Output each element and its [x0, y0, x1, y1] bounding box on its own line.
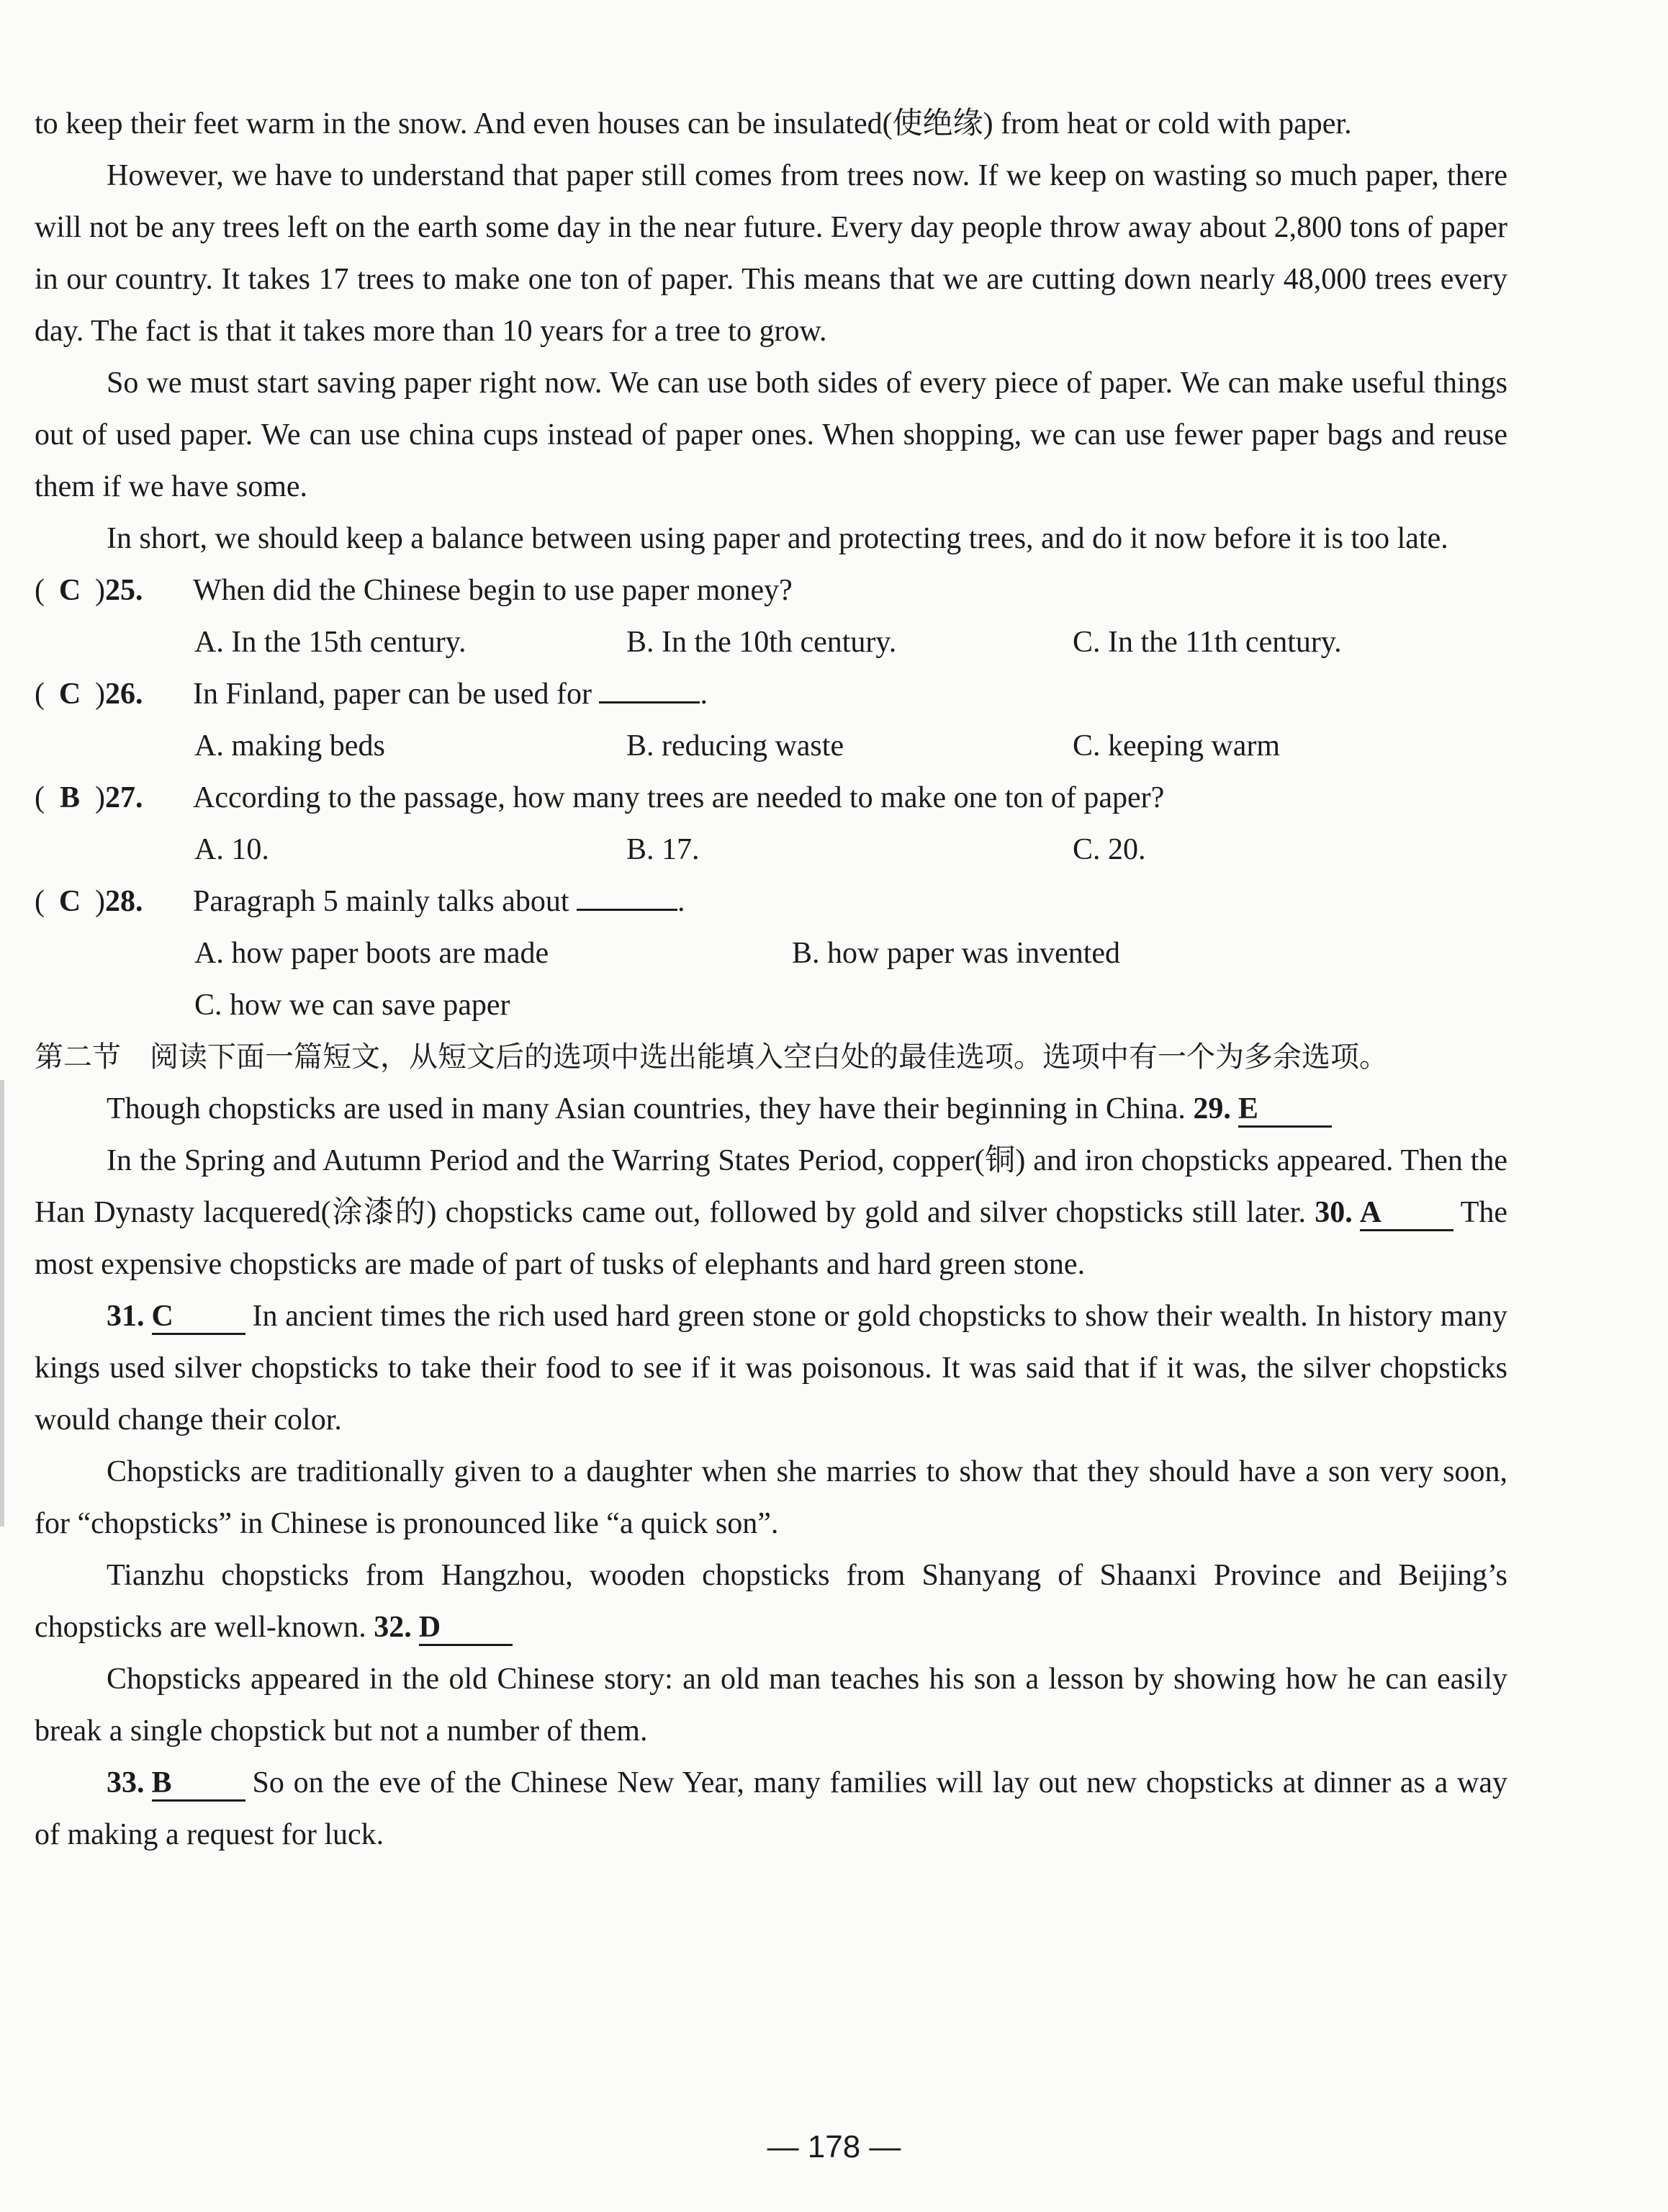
document-page	[35, 98, 1507, 1861]
paragraph-text: Tianzhu chopsticks from Hangzhou, wooden chopsticks from Shanyang of Shaanxi Province and Beijing’s chopsticks are well-known.	[35, 1559, 1507, 1644]
question-27	[35, 772, 1507, 824]
question-28	[35, 876, 1507, 927]
option-b: B. reducing waste	[626, 729, 844, 763]
question-26-options	[35, 720, 1507, 772]
chopsticks-paragraph-7	[35, 1757, 1507, 1861]
option-a: A. making beds	[194, 729, 385, 763]
question-27-options	[35, 824, 1507, 876]
answer-letter: C	[58, 678, 81, 711]
fill-blank	[577, 880, 677, 911]
option-c: C. In the 11th century.	[1073, 626, 1342, 659]
option-b: B. In the 10th century.	[626, 626, 897, 659]
question-25-options	[35, 616, 1507, 668]
chopsticks-paragraph-5	[35, 1550, 1507, 1653]
answer-letter: C	[58, 574, 81, 607]
option-a: A. 10.	[194, 833, 269, 866]
option-c: C. keeping warm	[1073, 729, 1281, 763]
option-c: C. 20.	[1073, 833, 1146, 866]
answer-bracket: ( C )28.	[35, 876, 193, 927]
answer-letter: B	[59, 781, 80, 814]
blank-answer: B	[152, 1766, 245, 1802]
answer-bracket: ( C )25.	[35, 565, 193, 616]
fill-blank	[599, 673, 700, 703]
chopsticks-paragraph-6: Chopsticks appeared in the old Chinese story: an old man teaches his son a lesson by showing how he can easily break a single chopstick but not a number of them.	[35, 1663, 1507, 1748]
question-28-options	[35, 927, 1507, 979]
passage-paragraph-1-continued: to keep their feet warm in the snow. And even houses can be insulated(使绝缘) from heat or cold with paper.	[35, 107, 1352, 140]
question-number: 25.	[105, 574, 143, 607]
blank-answer: C	[152, 1300, 245, 1335]
answer-bracket: ( B )27.	[35, 772, 193, 824]
page-edge-shadow	[0, 1080, 4, 1527]
question-stem: In Finland, paper can be used for	[193, 678, 592, 711]
section-2-instruction: 第二节 阅读下面一篇短文，从短文后的选项中选出能填入空白处的最佳选项。选项中有一个为多余选项。	[35, 1040, 1388, 1074]
question-number: 28.	[105, 885, 143, 918]
question-number: 26.	[105, 678, 143, 711]
answer-letter: C	[58, 885, 81, 918]
page-number: — 178 —	[767, 2129, 901, 2164]
passage-paragraph-2: However, we have to understand that paper still comes from trees now. If we keep on wasting so much paper, there will not be any trees left on the earth some day in the near future. Every day people throw away about 2,800 tons of paper in our country. It takes 17 trees to make one ton of paper. This means that we are cutting down nearly 48,000 trees every day. The fact is that it takes more than 10 years for a tree to grow.	[35, 159, 1507, 348]
blank-number: 30.	[1315, 1196, 1353, 1229]
question-stem: According to the passage, how many trees are needed to make one ton of paper?	[193, 781, 1165, 814]
option-a: A. how paper boots are made	[194, 937, 549, 970]
passage-paragraph-4: In short, we should keep a balance between using paper and protecting trees, and do it now before it is too late.	[107, 522, 1448, 555]
question-28-options-row2	[35, 979, 1507, 1031]
question-stem: Paragraph 5 mainly talks about	[193, 885, 569, 918]
paragraph-text: So on the eve of the Chinese New Year, many families will lay out new chopsticks at dinner as a way of making a request for luck.	[35, 1766, 1507, 1851]
blank-number: 32.	[374, 1611, 412, 1644]
option-b: B. how paper was invented	[792, 937, 1121, 970]
question-number: 27.	[105, 781, 143, 814]
blank-number: 33.	[107, 1766, 145, 1799]
stem-end: .	[677, 885, 685, 918]
option-a: A. In the 15th century.	[194, 626, 466, 659]
chopsticks-paragraph-4: Chopsticks are traditionally given to a daughter when she marries to show that they should have a son very soon, for “chopsticks” in Chinese is pronounced like “a quick son”.	[35, 1455, 1507, 1540]
chopsticks-paragraph-1	[35, 1083, 1507, 1135]
paragraph-text-after: The most expensive chopsticks are made of part of tusks of elephants and hard green stone.	[35, 1196, 1507, 1281]
blank-number: 31.	[107, 1300, 145, 1333]
blank-number: 29.	[1193, 1092, 1231, 1125]
question-25	[35, 565, 1507, 616]
paragraph-text: Though chopsticks are used in many Asian countries, they have their beginning in China.	[107, 1092, 1186, 1125]
option-c: C. how we can save paper	[194, 989, 510, 1022]
paragraph-text: In the Spring and Autumn Period and the Warring States Period, copper(铜) and iron chopsticks appeared. Then the Han Dynasty lacquered(涂漆的) chopsticks came out, followed by gold and silver chopsticks still later.	[35, 1144, 1507, 1229]
passage-paragraph-3: So we must start saving paper right now. We can use both sides of every piece of paper. We can make useful things out of used paper. We can use china cups instead of paper ones. When shopping, we can use fewer paper bags and reuse them if we have some.	[35, 367, 1507, 503]
blank-answer: A	[1360, 1196, 1453, 1231]
option-b: B. 17.	[626, 833, 700, 866]
chopsticks-paragraph-3	[35, 1290, 1507, 1446]
chopsticks-paragraph-2	[35, 1135, 1507, 1290]
blank-answer: D	[419, 1611, 513, 1646]
stem-end: .	[700, 678, 708, 711]
paragraph-text: In ancient times the rich used hard green stone or gold chopsticks to show their wealth. In history many kings used silver chopsticks to take their food to see if it was poisonous. It was said that if it was, the silver chopsticks would change their color.	[35, 1300, 1507, 1437]
question-stem: When did the Chinese begin to use paper money?	[193, 574, 793, 607]
blank-answer: E	[1238, 1092, 1332, 1128]
question-26	[35, 668, 1507, 720]
answer-bracket: ( C )26.	[35, 668, 193, 720]
